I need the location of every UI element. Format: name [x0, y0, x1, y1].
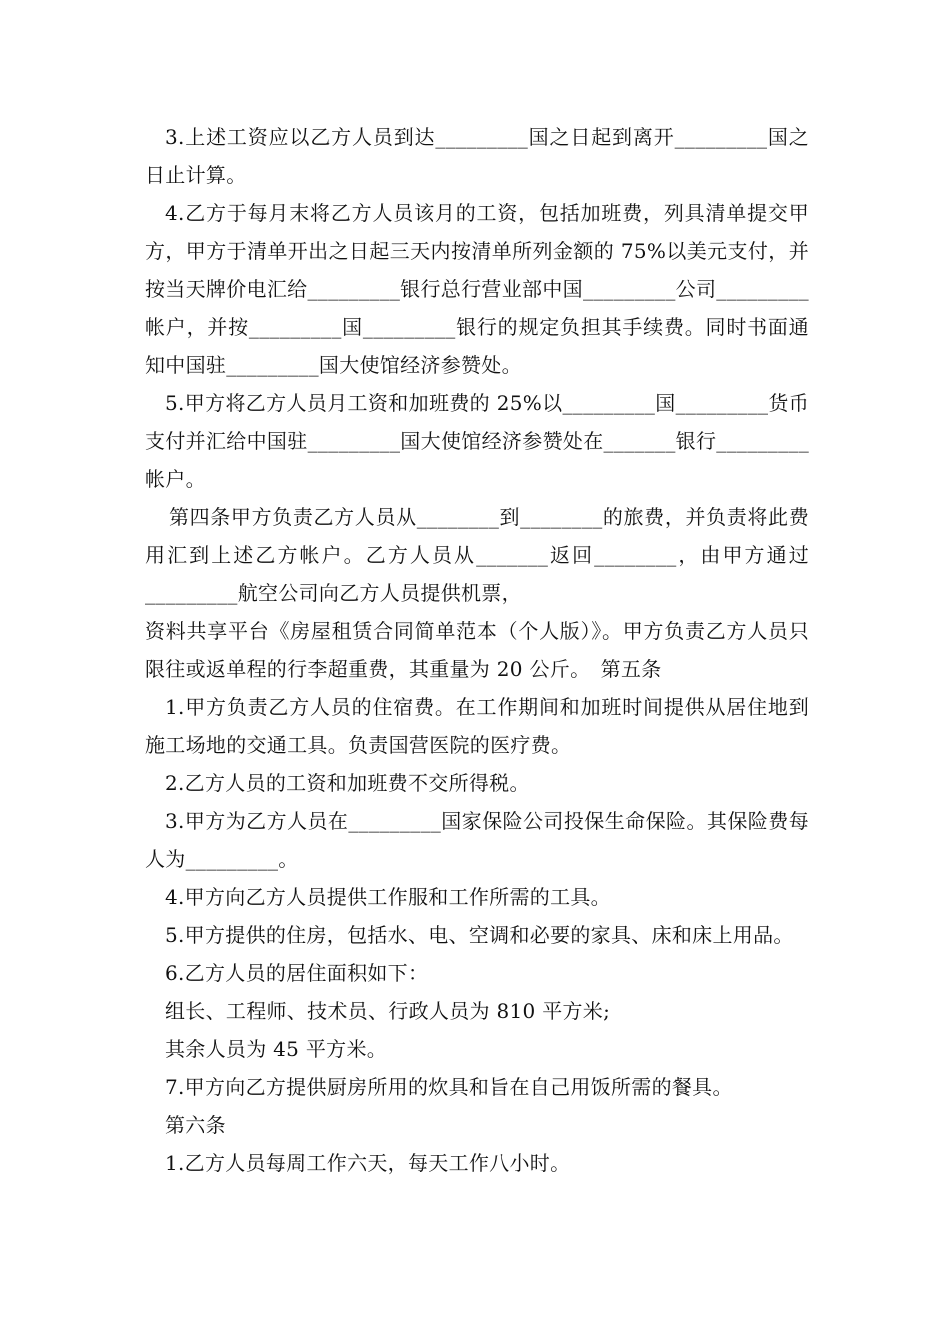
article-5-item-2: 2.乙方人员的工资和加班费不交所得税。: [165, 771, 530, 795]
article-6-heading: 第六条: [165, 1113, 226, 1137]
article-5-item-6: 6.乙方人员的居住面积如下：: [165, 961, 429, 985]
article-6-item-1: 1.乙方人员每周工作六天，每天工作八小时。: [165, 1151, 571, 1175]
paragraph-luggage: 资料共享平台《房屋租赁合同简单范本（个人版）》。甲方负责乙方人员只限往或返单程的行李超重费，其重量为 20 公斤。 第五条: [145, 619, 809, 681]
paragraph-5-local-currency: 5.甲方将乙方人员月工资和加班费的 25%以_________国_________货币支付并汇给中国驻_________国大使馆经济参赞处在_______银行_________帐户。: [145, 391, 809, 491]
paragraph-4-monthly-payment: 4.乙方于每月末将乙方人员该月的工资，包括加班费，列具清单提交甲方，甲方于清单开出之日起三天内按清单所列金额的 75%以美元支付，并按当天牌价电汇给_________银行总行营业部中国_________公司_________帐户，并按_________国_________银行的规定负担其手续费。同时书面通知中国驻_________国大使馆经济参赞处。: [145, 201, 809, 377]
living-area-leaders: 组长、工程师、技术员、行政人员为 810 平方米;: [165, 999, 611, 1023]
article-5-item-1: 1.甲方负责乙方人员的住宿费。在工作期间和加班时间提供从居住地到施工场地的交通工具。负责国营医院的医疗费。: [145, 695, 809, 757]
document-body: [145, 118, 809, 1182]
article-5-item-3: 3.甲方为乙方人员在_________国家保险公司投保生命保险。其保险费每人为_________。: [145, 809, 809, 871]
living-area-others: 其余人员为 45 平方米。: [165, 1037, 388, 1061]
article-4-travel: 第四条甲方负责乙方人员从________到________的旅费，并负责将此费用汇到上述乙方帐户。乙方人员从_______返回________，由甲方通过_________航空公司向乙方人员提供机票，: [145, 505, 809, 605]
article-5-item-4: 4.甲方向乙方人员提供工作服和工作所需的工具。: [165, 885, 611, 909]
article-5-item-5: 5.甲方提供的住房，包括水、电、空调和必要的家具、床和床上用品。: [165, 923, 794, 947]
article-5-item-7: 7.甲方向乙方提供厨房所用的炊具和旨在自己用饭所需的餐具。: [165, 1075, 733, 1099]
paragraph-3-wage-period: 3.上述工资应以乙方人员到达_________国之日起到离开_________国之日止计算。: [145, 125, 809, 187]
